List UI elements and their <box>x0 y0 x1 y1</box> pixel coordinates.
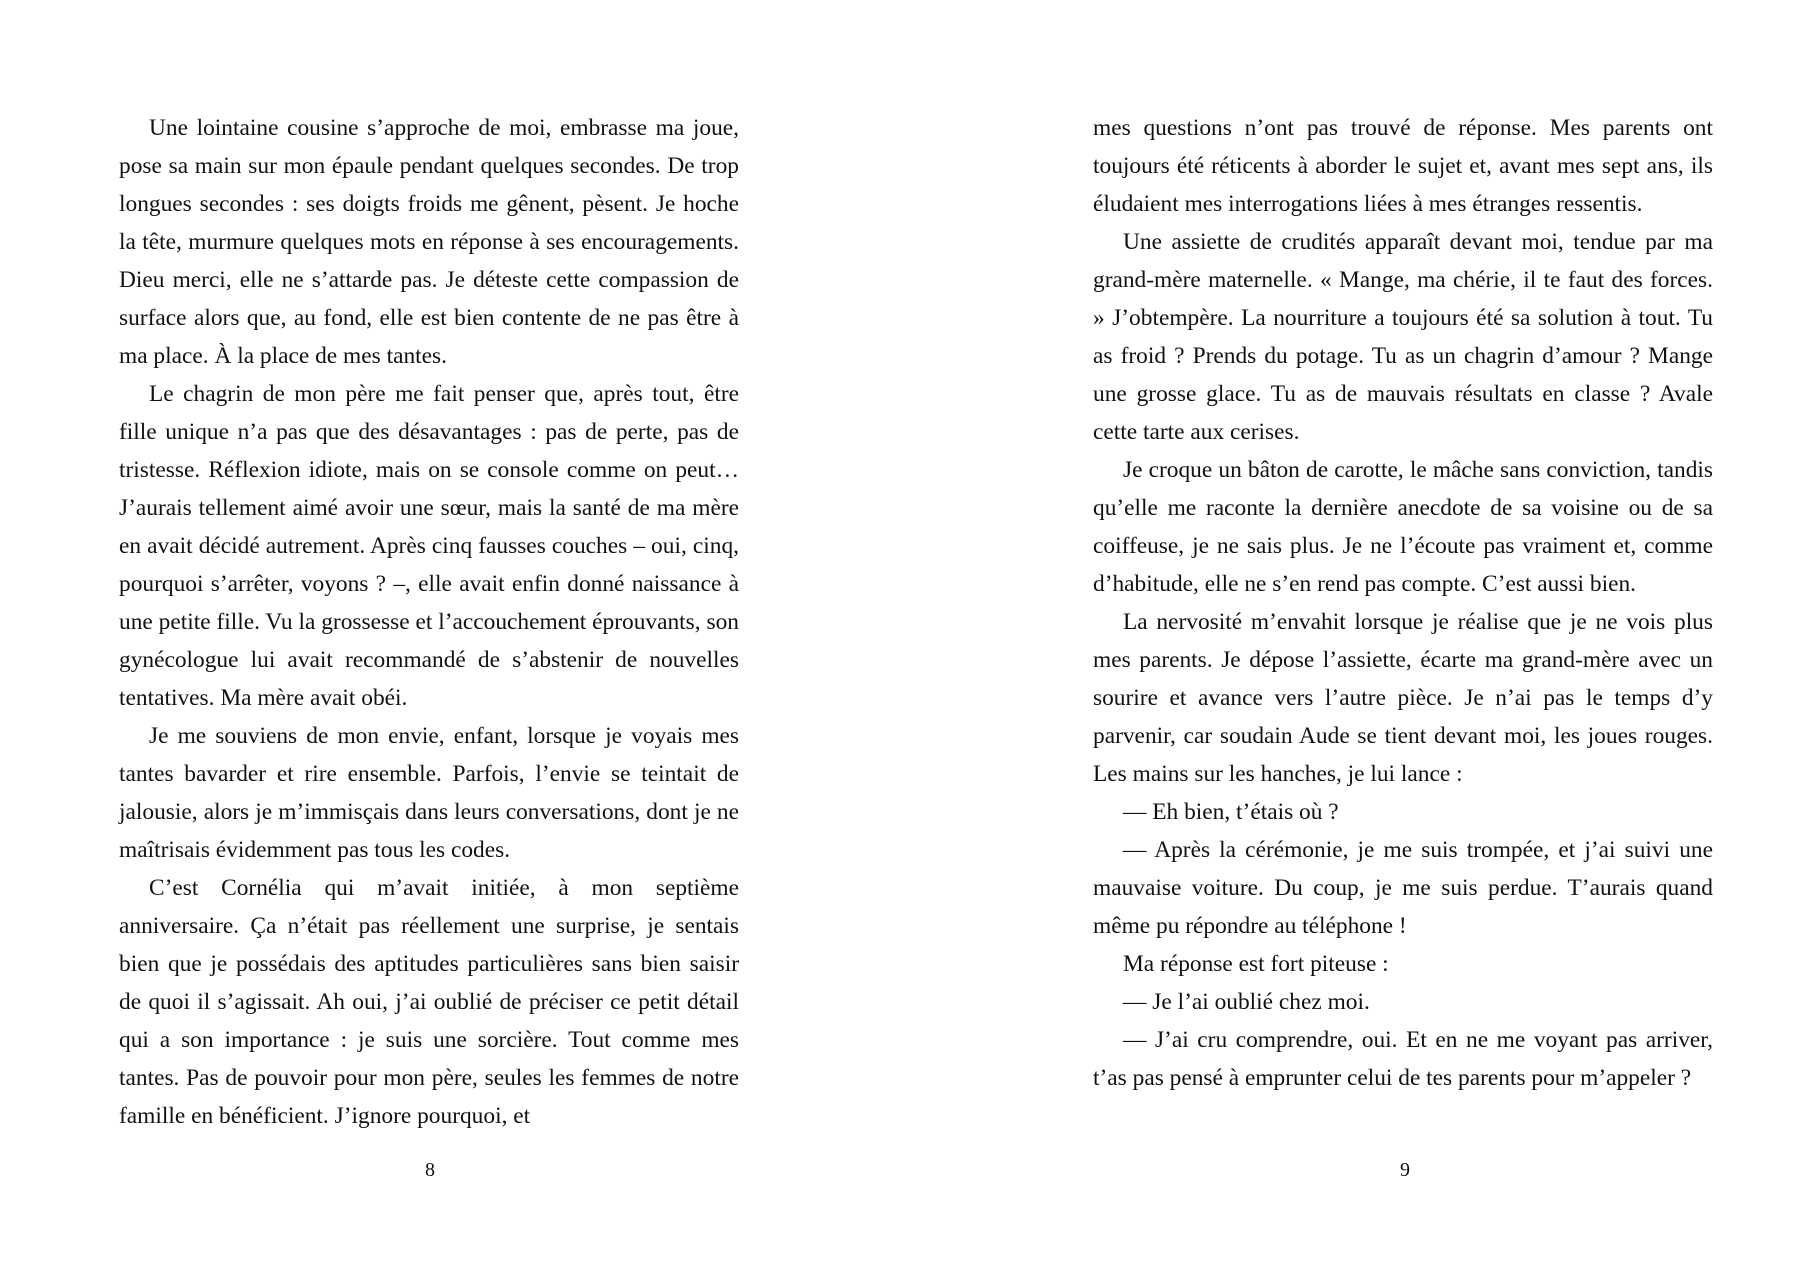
paragraph-continuation: mes questions n’ont pas trouvé de réponse. Mes parents ont toujours été réticents à aborder le sujet et, avant mes sept ans, ils éludaient mes interrogations liées à mes étranges ressentis. <box>1093 115 1713 217</box>
page-number-left: 8 <box>425 1159 435 1181</box>
paragraph: Je croque un bâton de carotte, le mâche sans conviction, tandis qu’elle me raconte la dernière anecdote de sa voisine ou de sa coiffeuse, je ne sais plus. Je ne l’écoute pas vraiment et, comme d’habitude, elle ne s’en rend pas compte. C’est aussi bien. <box>1093 457 1713 597</box>
right-page <box>910 0 1819 1276</box>
paragraph: Le chagrin de mon père me fait penser que, après tout, être fille unique n’a pas que des désavantages : pas de perte, pas de tristesse. Réflexion idiote, mais on se console comme on peut… J’aurais tellement aimé avoir une sœur, mais la santé de ma mère en avait décidé autrement. Après cinq fausses couches – oui, cinq, pourquoi s’arrêter, voyons ? –, elle avait enfin donné naissance à une petite fille. Vu la grossesse et l’accouchement éprouvants, son gynécologue lui avait recommandé de s’abstenir de nouvelles tentatives. Ma mère avait obéi. <box>119 381 739 711</box>
dialogue-line: — Après la cérémonie, je me suis trompée, et j’ai suivi une mauvaise voiture. Du coup, je me suis perdue. T’aurais quand même pu répondre au téléphone ! <box>1093 837 1713 939</box>
left-page <box>0 0 909 1276</box>
dialogue-line: — Eh bien, t’étais où ? <box>1123 799 1339 825</box>
dialogue-line: — J’ai cru comprendre, oui. Et en ne me voyant pas arriver, t’as pas pensé à emprunter celui de tes parents pour m’appeler ? <box>1093 1027 1713 1091</box>
page-number-right: 9 <box>1400 1159 1410 1181</box>
left-page-text <box>119 109 739 1135</box>
right-page-text <box>1093 109 1713 1097</box>
paragraph: Je me souviens de mon envie, enfant, lorsque je voyais mes tantes bavarder et rire ensemble. Parfois, l’envie se teintait de jalousie, alors je m’immisçais dans leurs conversations, dont je ne maîtrisais évidemment pas tous les codes. <box>119 723 739 863</box>
paragraph: Une assiette de crudités apparaît devant moi, tendue par ma grand-mère maternelle. « Mange, ma chérie, il te faut des forces. » J’obtempère. La nourriture a toujours été sa solution à tout. Tu as froid ? Prends du potage. Tu as un chagrin d’amour ? Mange une grosse glace. Tu as de mauvais résultats en classe ? Avale cette tarte aux cerises. <box>1093 229 1713 445</box>
paragraph: Une lointaine cousine s’approche de moi, embrasse ma joue, pose sa main sur mon épaule pendant quelques secondes. De trop longues secondes : ses doigts froids me gênent, pèsent. Je hoche la tête, murmure quelques mots en réponse à ses encouragements. Dieu merci, elle ne s’attarde pas. Je déteste cette compassion de surface alors que, au fond, elle est bien contente de ne pas être à ma place. À la place de mes tantes. <box>119 115 739 369</box>
paragraph: C’est Cornélia qui m’avait initiée, à mon septième anniversaire. Ça n’était pas réellement une surprise, je sentais bien que je possédais des aptitudes particulières sans bien saisir de quoi il s’agissait. Ah oui, j’ai oublié de préciser ce petit détail qui a son importance : je suis une sorcière. Tout comme mes tantes. Pas de pouvoir pour mon père, seules les femmes de notre famille en bénéficient. J’ignore pourquoi, et <box>119 875 739 1129</box>
paragraph: Ma réponse est fort piteuse : <box>1123 951 1389 977</box>
paragraph: La nervosité m’envahit lorsque je réalise que je ne vois plus mes parents. Je dépose l’assiette, écarte ma grand-mère avec un sourire et avance vers l’autre pièce. Je n’ai pas le temps d’y parvenir, car soudain Aude se tient devant moi, les joues rouges. Les mains sur les hanches, je lui lance : <box>1093 609 1713 787</box>
dialogue-line: — Je l’ai oublié chez moi. <box>1123 989 1370 1015</box>
